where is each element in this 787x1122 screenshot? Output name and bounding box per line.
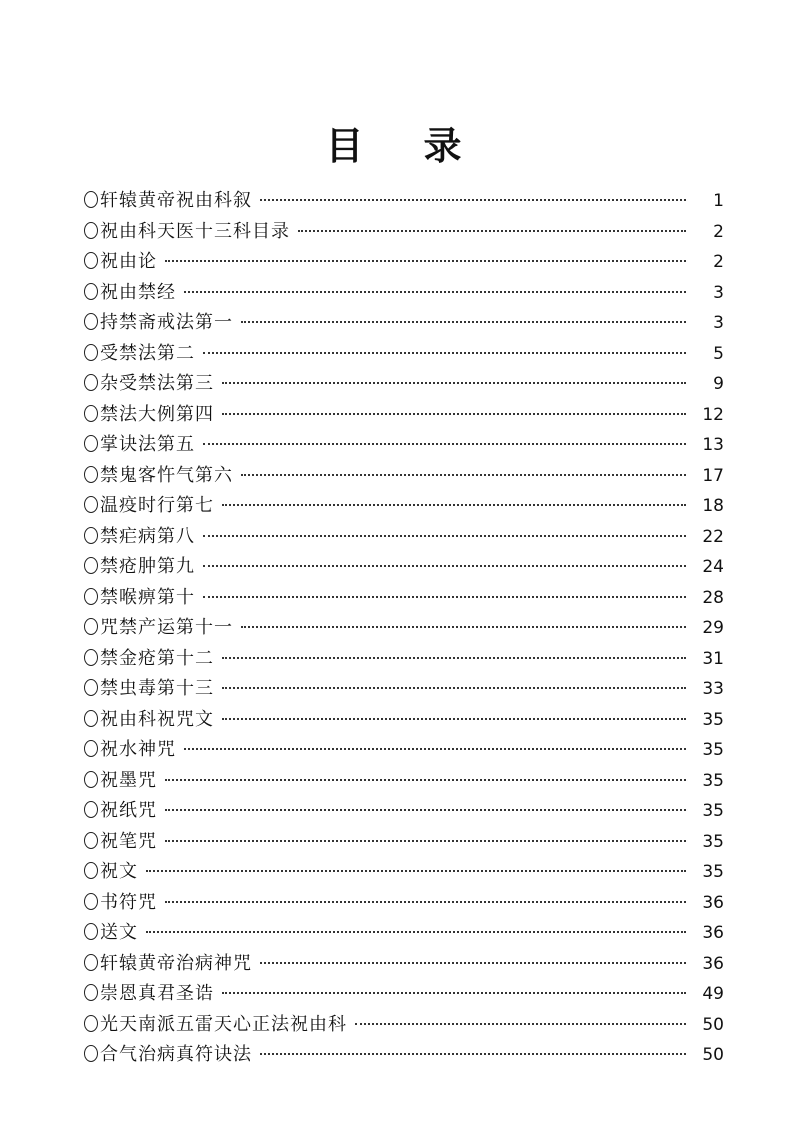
toc-entry — [84, 491, 724, 522]
toc-page-number: 35 — [702, 709, 724, 730]
toc-page-number: 5 — [713, 343, 724, 364]
toc-entry — [84, 430, 724, 461]
toc-entry — [84, 888, 724, 919]
dot-leader — [184, 748, 686, 750]
dot-leader — [203, 596, 686, 598]
circle-bullet-icon — [84, 1015, 98, 1032]
toc-entry-title: 咒禁产运第十一 — [100, 617, 233, 638]
dot-leader — [222, 992, 686, 994]
toc-page-number: 9 — [713, 374, 724, 394]
circle-bullet-icon — [84, 740, 98, 757]
toc-page-number: 2 — [713, 221, 724, 242]
dot-leader — [222, 687, 686, 689]
toc-entry-title: 书符咒 — [100, 891, 157, 913]
toc-entry-title: 祝文 — [100, 861, 138, 882]
toc-entry — [84, 766, 724, 797]
toc-entry-title: 掌诀法第五 — [100, 434, 195, 455]
toc-page-number: 18 — [702, 496, 724, 516]
toc-page-number: 35 — [702, 862, 724, 882]
toc-page-number: 24 — [702, 557, 724, 577]
toc-page-number: 22 — [702, 526, 724, 547]
toc-entry — [84, 1040, 724, 1071]
dot-leader — [241, 626, 686, 628]
toc-page-number: 12 — [702, 404, 724, 425]
toc-page-number: 36 — [702, 923, 724, 943]
toc-entry — [84, 857, 724, 888]
circle-bullet-icon — [84, 405, 98, 422]
circle-bullet-icon — [84, 862, 98, 879]
toc-entry — [84, 674, 724, 705]
circle-bullet-icon — [84, 984, 98, 1001]
toc-entry-title: 祝水神咒 — [100, 739, 176, 760]
toc-entry — [84, 308, 724, 339]
toc-entry-title: 禁疮肿第九 — [100, 556, 195, 577]
circle-bullet-icon — [84, 710, 98, 727]
toc-entry-title: 禁法大例第四 — [100, 403, 214, 425]
toc-entry — [84, 735, 724, 766]
toc-entry-title: 杂受禁法第三 — [100, 373, 214, 394]
toc-entry-title: 祝由科祝咒文 — [100, 708, 214, 730]
toc-entry-title: 崇恩真君圣诰 — [100, 983, 214, 1004]
dot-leader — [146, 870, 686, 872]
circle-bullet-icon — [84, 313, 98, 330]
dot-leader — [298, 230, 686, 232]
page-title: 目录 — [325, 124, 522, 169]
toc-page-number: 35 — [702, 831, 724, 852]
dot-leader — [222, 413, 686, 415]
toc-page-number: 50 — [702, 1045, 724, 1065]
circle-bullet-icon — [84, 954, 98, 971]
dot-leader — [165, 901, 686, 903]
toc-entry-title: 轩辕黄帝祝由科叙 — [100, 190, 252, 211]
toc-page-number: 31 — [702, 648, 724, 669]
circle-bullet-icon — [84, 466, 98, 483]
toc-entry-title: 禁金疮第十二 — [100, 647, 214, 669]
circle-bullet-icon — [84, 618, 98, 635]
toc-entry — [84, 705, 724, 736]
toc-entry — [84, 979, 724, 1010]
circle-bullet-icon — [84, 923, 98, 940]
circle-bullet-icon — [84, 771, 98, 788]
dot-leader — [165, 840, 686, 842]
toc-page-number: 35 — [702, 770, 724, 791]
toc-entry-title: 送文 — [100, 922, 138, 943]
toc-entry-title: 持禁斋戒法第一 — [100, 312, 233, 333]
toc-entry — [84, 217, 724, 248]
toc-page-number: 36 — [702, 892, 724, 913]
dot-leader — [203, 352, 686, 354]
dot-leader — [241, 321, 686, 323]
toc-entry — [84, 827, 724, 858]
toc-entry-title: 祝由科天医十三科目录 — [100, 220, 290, 242]
circle-bullet-icon — [84, 222, 98, 239]
toc-entry — [84, 339, 724, 370]
toc-entry-title: 合气治病真符诀法 — [100, 1044, 252, 1065]
circle-bullet-icon — [84, 344, 98, 361]
toc-entry-title: 禁喉痹第十 — [100, 586, 195, 608]
toc-page-number: 28 — [702, 587, 724, 608]
dot-leader — [203, 565, 686, 567]
circle-bullet-icon — [84, 527, 98, 544]
toc-entry — [84, 949, 724, 980]
toc-page-number: 50 — [702, 1014, 724, 1035]
toc-entry-title: 祝由论 — [100, 251, 157, 272]
toc-page-number: 1 — [713, 191, 724, 211]
circle-bullet-icon — [84, 1045, 98, 1062]
dot-leader — [184, 291, 686, 293]
toc-entry — [84, 522, 724, 553]
circle-bullet-icon — [84, 283, 98, 300]
dot-leader — [241, 474, 686, 476]
dot-leader — [260, 1053, 686, 1055]
circle-bullet-icon — [84, 374, 98, 391]
dot-leader — [222, 504, 686, 506]
toc-entry — [84, 186, 724, 217]
toc-entry — [84, 918, 724, 949]
dot-leader — [203, 535, 686, 537]
toc-page-number: 49 — [702, 984, 724, 1004]
toc-page-number: 35 — [702, 740, 724, 760]
circle-bullet-icon — [84, 191, 98, 208]
toc-entry — [84, 644, 724, 675]
toc-page-number: 13 — [702, 435, 724, 455]
table-of-contents — [84, 186, 724, 1071]
toc-entry-title: 禁虫毒第十三 — [100, 678, 214, 699]
dot-leader — [146, 931, 686, 933]
toc-page-number: 17 — [702, 465, 724, 486]
circle-bullet-icon — [84, 557, 98, 574]
dot-leader — [355, 1023, 686, 1025]
dot-leader — [203, 443, 686, 445]
toc-entry — [84, 552, 724, 583]
toc-page-number: 33 — [702, 679, 724, 699]
dot-leader — [165, 809, 686, 811]
toc-entry — [84, 1010, 724, 1041]
toc-page-number: 3 — [713, 313, 724, 333]
toc-entry — [84, 400, 724, 431]
dot-leader — [165, 779, 686, 781]
toc-entry — [84, 247, 724, 278]
toc-entry-title: 光天南派五雷天心正法祝由科 — [100, 1013, 347, 1035]
toc-entry — [84, 461, 724, 492]
circle-bullet-icon — [84, 435, 98, 452]
circle-bullet-icon — [84, 801, 98, 818]
toc-entry-title: 禁鬼客忤气第六 — [100, 464, 233, 486]
circle-bullet-icon — [84, 588, 98, 605]
toc-entry — [84, 796, 724, 827]
circle-bullet-icon — [84, 832, 98, 849]
dot-leader — [222, 657, 686, 659]
dot-leader — [260, 199, 686, 201]
toc-page-number: 3 — [713, 282, 724, 303]
toc-entry — [84, 278, 724, 309]
toc-entry-title: 禁疟病第八 — [100, 525, 195, 547]
toc-entry-title: 祝笔咒 — [100, 830, 157, 852]
circle-bullet-icon — [84, 893, 98, 910]
toc-entry — [84, 613, 724, 644]
toc-page-number: 29 — [702, 618, 724, 638]
toc-entry-title: 轩辕黄帝治病神咒 — [100, 952, 252, 974]
dot-leader — [222, 382, 686, 384]
toc-entry — [84, 369, 724, 400]
dot-leader — [260, 962, 686, 964]
toc-entry — [84, 583, 724, 614]
toc-page-number: 36 — [702, 953, 724, 974]
dot-leader — [165, 260, 686, 262]
toc-page-number: 35 — [702, 801, 724, 821]
toc-entry-title: 受禁法第二 — [100, 342, 195, 364]
toc-entry-title: 祝纸咒 — [100, 800, 157, 821]
toc-entry-title: 祝墨咒 — [100, 769, 157, 791]
circle-bullet-icon — [84, 252, 98, 269]
toc-entry-title: 祝由禁经 — [100, 281, 176, 303]
dot-leader — [222, 718, 686, 720]
circle-bullet-icon — [84, 649, 98, 666]
circle-bullet-icon — [84, 679, 98, 696]
circle-bullet-icon — [84, 496, 98, 513]
toc-entry-title: 温疫时行第七 — [100, 495, 214, 516]
toc-page-number: 2 — [713, 252, 724, 272]
